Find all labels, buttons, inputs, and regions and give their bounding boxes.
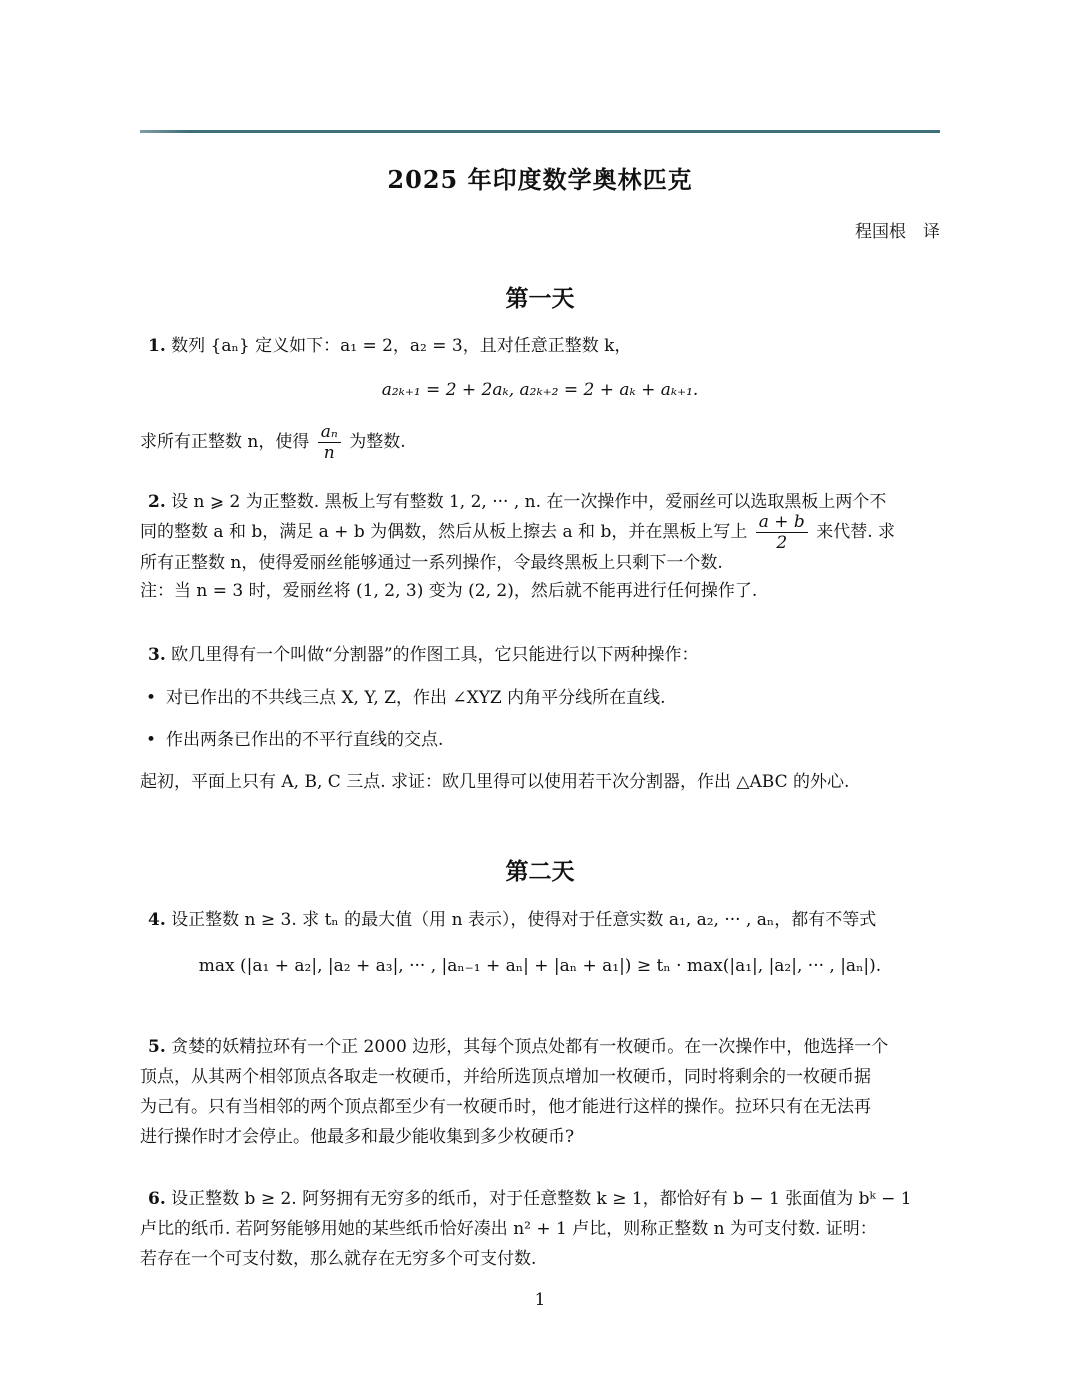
problem-2-note: 注：当 n = 3 时，爱丽丝将 (1, 2, 3) 变为 (2, 2)，然后就不能再进行任何操作了. <box>140 581 758 601</box>
problem-6-line-2: 卢比的纸币. 若阿努能够用她的某些纸币恰好凑出 n² + 1 卢比，则称正整数 n 为可支付数. 证明： <box>140 1219 877 1239</box>
problem-5-line-1 <box>148 1032 940 1062</box>
problem-1-line-1 <box>148 331 940 361</box>
fraction-denominator: 2 <box>776 533 788 553</box>
problem-6-number: 6. <box>148 1189 166 1209</box>
fraction-numerator: aₙ <box>318 422 341 443</box>
problem-3-number: 3. <box>148 645 166 665</box>
translator-credit: 程国根 译 <box>855 222 940 242</box>
day-two-heading: 第二天 <box>505 858 575 885</box>
fraction-denominator: n <box>323 443 335 463</box>
problem-2-text: 设 n ⩾ 2 为正整数. 黑板上写有整数 1, 2, ··· , n. 在一次操作中，爱丽丝可以选取黑板上两个不 <box>171 492 887 512</box>
problem-2-text-2: 同的整数 a 和 b，满足 a + b 为偶数，然后从板上擦去 a 和 b，并在黑板上写上 <box>140 522 748 542</box>
problem-2-number: 2. <box>148 492 166 512</box>
problem-1-text: 数列 {aₙ} 定义如下：a₁ = 2，a₂ = 3，且对任意正整数 k， <box>171 336 632 356</box>
problem-5-line-4: 进行操作时才会停止。他最多和最少能收集到多少枚硬币? <box>140 1127 575 1147</box>
problem-4-line-1 <box>148 905 940 935</box>
problem-5-line-3: 为己有。只有当相邻的两个顶点都至少有一枚硬币时，他才能进行这样的操作。拉环只有在无法再 <box>140 1097 871 1117</box>
problem-1-question-end: 为整数. <box>349 432 406 452</box>
header-rule <box>140 130 940 133</box>
problem-6-line-3: 若存在一个可支付数，那么就存在无穷多个可支付数. <box>140 1249 537 1269</box>
problem-4-inequality: max (|a₁ + a₂|, |a₂ + a₃|, ··· , |aₙ₋₁ + aₙ| + |aₙ + a₁|) ≥ tₙ · max(|a₁|, |a₂|, ··· , |aₙ|). <box>198 956 882 976</box>
problem-4-number: 4. <box>148 910 166 930</box>
problem-1-line-2 <box>140 422 940 463</box>
problem-5-text: 贪婪的妖精拉环有一个正 2000 边形，其每个顶点处都有一枚硬币。在一次操作中，他选择一个 <box>171 1037 889 1057</box>
problem-1-fraction <box>318 422 341 463</box>
day-one-heading: 第一天 <box>505 285 575 312</box>
problem-1-formula: a₂ₖ₊₁ = 2 + 2aₖ, a₂ₖ₊₂ = 2 + aₖ + aₖ₊₁. <box>381 380 699 400</box>
problem-4-text: 设正整数 n ≥ 3. 求 tₙ 的最大值（用 n 表示），使得对于任意实数 a₁, a₂, ··· , aₙ，都有不等式 <box>171 910 877 930</box>
problem-2-line-2 <box>140 512 940 553</box>
problem-1-question: 求所有正整数 n，使得 <box>140 432 310 452</box>
problem-3-conclusion: 起初，平面上只有 A, B, C 三点. 求证：欧几里得可以使用若干次分割器，作出 △ABC 的外心. <box>140 772 850 792</box>
page-number: 1 <box>534 1290 546 1310</box>
problem-1-number: 1. <box>148 336 166 356</box>
problem-3-line-1 <box>148 640 940 670</box>
problem-6-text: 设正整数 b ≥ 2. 阿努拥有无穷多的纸币，对于任意整数 k ≥ 1，都恰好有 b − 1 张面值为 bᵏ − 1 <box>171 1189 912 1209</box>
problem-3-text: 欧几里得有一个叫做“分割器”的作图工具，它只能进行以下两种操作： <box>171 645 699 665</box>
problem-2-line-3: 所有正整数 n，使得爱丽丝能够通过一系列操作，令最终黑板上只剩下一个数. <box>140 553 723 573</box>
problem-2-fraction <box>756 512 808 553</box>
page-title: 2025 年印度数学奥林匹克 <box>387 165 693 194</box>
list-item: • 对已作出的不共线三点 X, Y, Z，作出 ∠XYZ 内角平分线所在直线. <box>166 683 966 713</box>
list-item: • 作出两条已作出的不平行直线的交点. <box>166 725 966 755</box>
problem-5-line-2: 顶点，从其两个相邻顶点各取走一枚硬币，并给所选顶点增加一枚硬币，同时将剩余的一枚硬币据 <box>140 1067 871 1087</box>
problem-6-line-1 <box>148 1184 940 1214</box>
fraction-numerator: a + b <box>756 512 808 533</box>
problem-5-number: 5. <box>148 1037 166 1057</box>
problem-2-text-2-end: 来代替. 求 <box>816 522 896 542</box>
problem-3-operations-list <box>140 683 966 755</box>
